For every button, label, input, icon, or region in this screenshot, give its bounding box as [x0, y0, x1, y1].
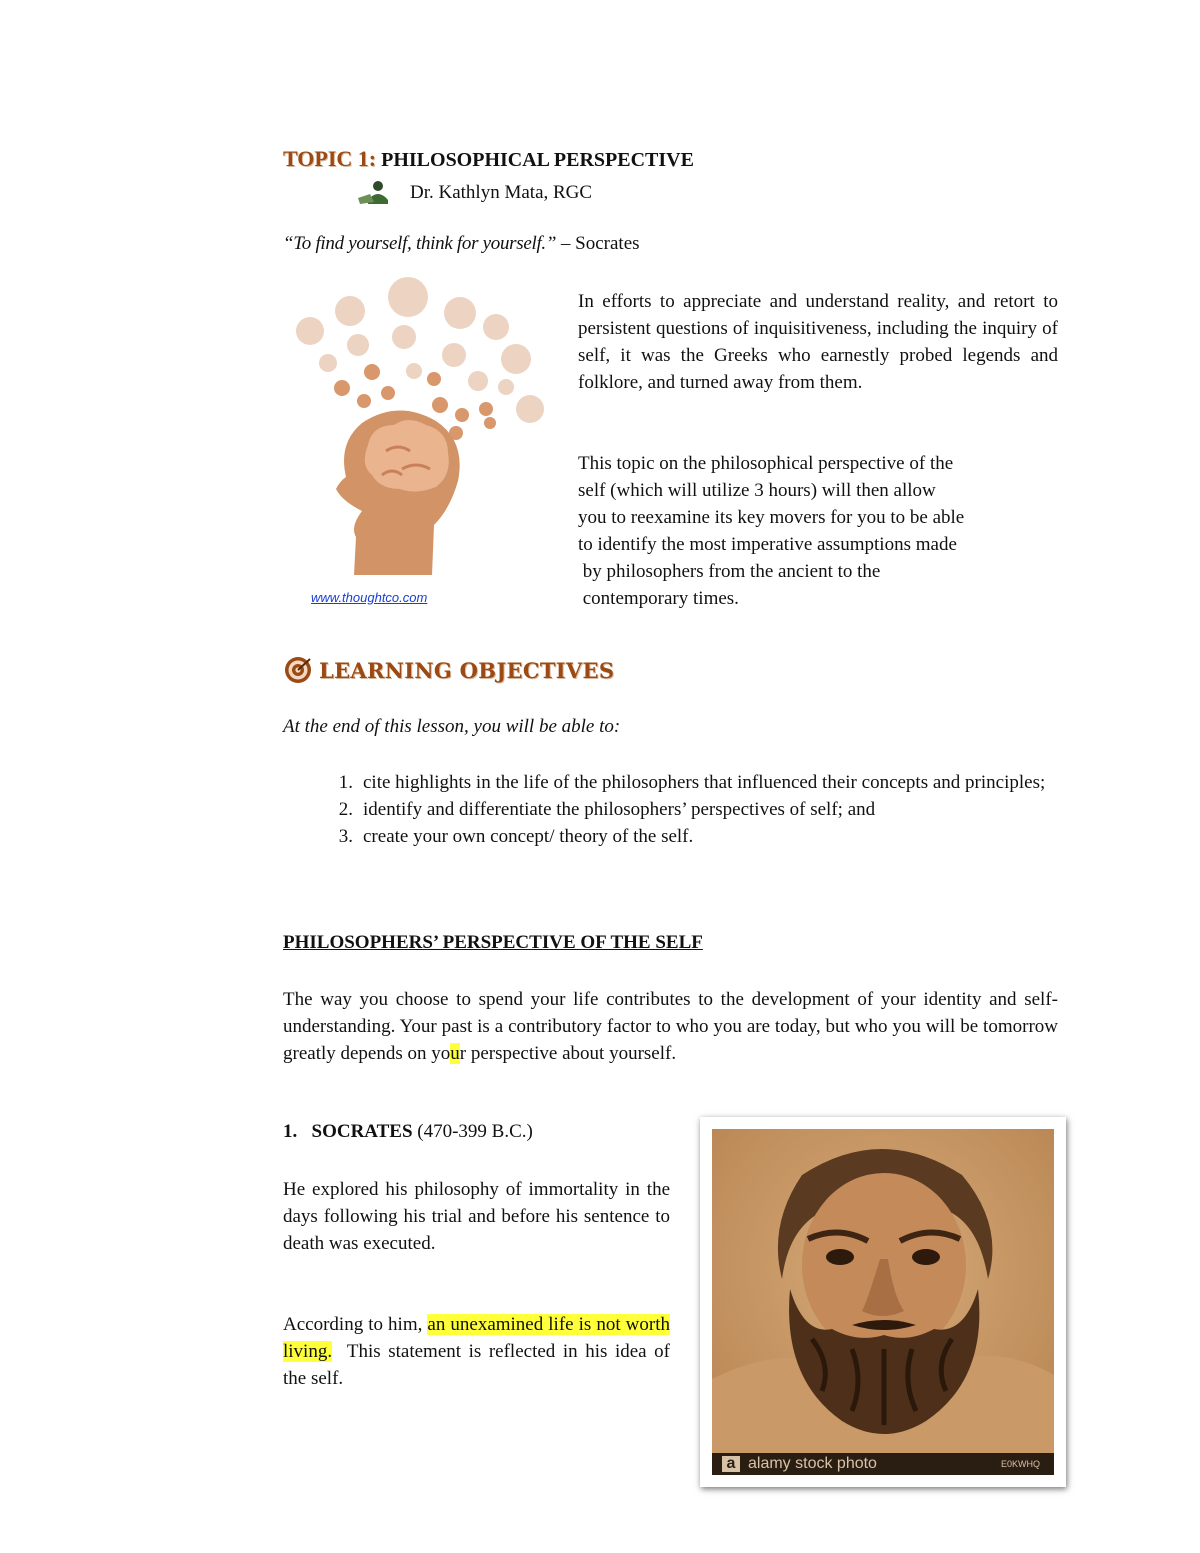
author-icon — [356, 180, 392, 206]
target-icon — [283, 655, 313, 685]
list-item-text: identify and differentiate the philosophers’ perspectives of self; and — [363, 799, 876, 820]
socrates-number: 1. — [283, 1121, 298, 1142]
socrates-heading — [283, 1121, 533, 1143]
list-item — [283, 769, 1063, 796]
topic-label: TOPIC 1: — [283, 146, 377, 171]
intro-line: This topic on the philosophical perspective of the — [578, 453, 954, 474]
opening-quote — [283, 233, 640, 255]
learning-objectives-title: LEARNING OBJECTIVES — [319, 657, 615, 683]
thinking-head-illustration — [290, 275, 552, 587]
list-item-text: cite highlights in the life of the philosophers that influenced their concepts and principles; — [363, 772, 1046, 793]
objectives-list — [283, 769, 1063, 850]
quote-attribution: – Socrates — [556, 233, 640, 254]
objectives-intro: At the end of this lesson, you will be able to: — [283, 716, 621, 737]
socrates-name: SOCRATES — [311, 1121, 413, 1142]
socrates-photo — [700, 1117, 1066, 1487]
author-name: Dr. Kathlyn Mata, RGC — [410, 182, 593, 203]
socrates-years: (470-399 B.C.) — [412, 1121, 533, 1142]
photo-caption-text: alamy stock photo — [748, 1455, 877, 1472]
section-paragraph — [283, 986, 1058, 1067]
topic-title: PHILOSOPHICAL PERSPECTIVE — [381, 149, 694, 171]
intro-paragraph-1: In efforts to appreciate and understand reality, and retort to persistent questions of inquisitiveness, including the inquiry of self, it was the Greeks who earnestly probed legends and folklore, and turned away from them. — [578, 291, 1058, 393]
socrates-paragraph-1: He explored his philosophy of immortality in the days following his trial and before his sentence to death was executed. — [283, 1179, 670, 1254]
highlighted-text: u — [450, 1043, 460, 1064]
intro-line: you to reexamine its key movers for you to be able — [578, 507, 965, 528]
learning-objectives-heading — [283, 655, 614, 685]
list-item-number: 3. — [338, 826, 353, 847]
list-item-number: 2. — [338, 799, 353, 820]
socrates-portrait-drawing — [712, 1129, 1054, 1475]
author-line — [356, 180, 592, 206]
section-heading: PHILOSOPHERS’ PERSPECTIVE OF THE SELF — [283, 932, 703, 953]
socrates-text: According to him, — [283, 1314, 428, 1335]
list-item-text: create your own concept/ theory of the self. — [363, 826, 694, 847]
list-item-number: 1. — [338, 772, 353, 793]
highlighted-quote: an unexamined life is not worth living. — [283, 1314, 670, 1362]
intro-line: to identify the most imperative assumptions made — [578, 534, 957, 555]
socrates-portrait — [712, 1129, 1054, 1475]
list-item — [283, 823, 1063, 850]
alamy-logo-icon: a — [722, 1456, 740, 1472]
section-text: r perspective about yourself. — [459, 1043, 677, 1064]
photo-watermark — [712, 1453, 1054, 1475]
intro-line: contemporary times. — [578, 588, 739, 609]
photo-code: E0KWHQ — [1000, 1459, 1040, 1469]
image-credit-link[interactable]: www.thoughtco.com — [311, 590, 428, 605]
intro-line: by philosophers from the ancient to the — [578, 561, 881, 582]
quote-text: “To find yourself, think for yourself.” — [283, 233, 557, 254]
topic-title-line — [283, 146, 694, 172]
section-text: The way you choose to spend your life contributes to the development of your identity and self-understanding. Your past is a contributory factor to who you are today, but who you will be tomorrow greatly depends on yo — [283, 989, 1058, 1064]
intro-paragraph-2 — [578, 450, 964, 612]
intro-line: self (which will utilize 3 hours) will then allow — [578, 480, 936, 501]
socrates-paragraph-2 — [283, 1311, 675, 1392]
list-item — [283, 796, 1063, 823]
socrates-text: This statement is reflected in his idea of the self. — [283, 1341, 675, 1389]
